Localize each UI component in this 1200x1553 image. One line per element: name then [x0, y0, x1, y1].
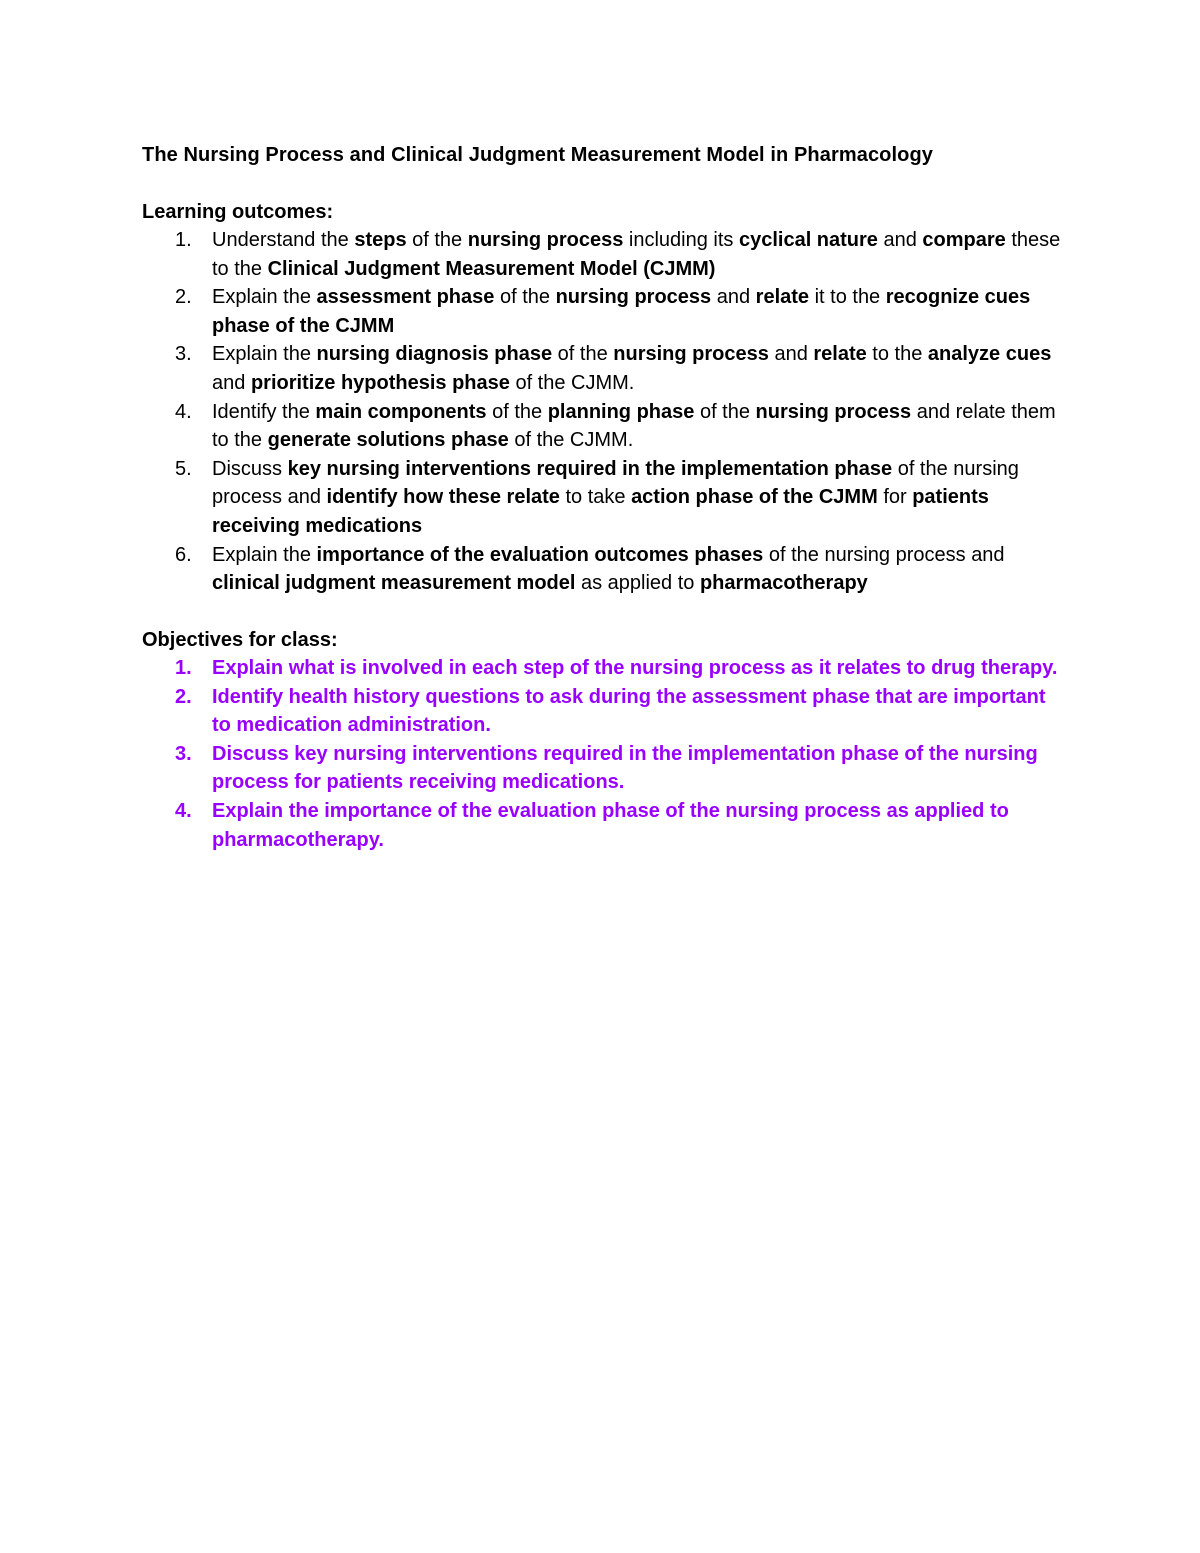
list-number: 3. [175, 343, 192, 366]
objective-text: Discuss key nursing interventions required in the implementation phase of the nursing process for patients receiving medications. [212, 742, 1038, 794]
body-text: of the nursing process and [212, 457, 1019, 509]
emphasis-text: main components [315, 400, 487, 423]
objectives-heading: Objectives for class: [142, 629, 338, 651]
list-number: 5. [175, 457, 192, 480]
learning-outcomes-heading: Learning outcomes: [142, 201, 334, 223]
body-text: of the [406, 229, 468, 251]
body-text: including its [623, 229, 739, 251]
body-text: of the [694, 400, 756, 423]
objective-text: Explain the importance of the evaluation phase of the nursing process as applied to pharmacotherapy. [212, 799, 1009, 851]
list-number: 1. [175, 657, 192, 679]
emphasis-text: assessment phase [316, 286, 495, 309]
document-title: The Nursing Process and Clinical Judgment Measurement Model in Pharmacology [142, 144, 934, 166]
body-text: Discuss [212, 457, 288, 480]
emphasis-text: planning phase [547, 400, 695, 423]
objective-text: Explain what is involved in each step of the nursing process as it relates to drug therapy. [212, 657, 1058, 679]
list-number: 3. [175, 742, 192, 765]
objective-item [175, 740, 1062, 797]
body-text: for [877, 486, 913, 509]
body-text: and [768, 343, 814, 366]
emphasis-text: nursing process [613, 343, 769, 366]
body-text: and [212, 371, 251, 394]
emphasis-text: key nursing interventions required in the implementation phase [287, 457, 893, 480]
body-text: Explain the [212, 543, 317, 566]
body-text: Explain the [212, 343, 317, 366]
objective-item [175, 797, 1062, 854]
body-text: Explain the [212, 286, 317, 309]
list-number: 2. [175, 286, 192, 309]
emphasis-text: identify how these relate [326, 486, 560, 509]
body-text: of the [486, 400, 548, 423]
list-number: 4. [175, 799, 192, 822]
body-text: and [711, 286, 756, 309]
body-text: of the nursing process and [763, 543, 1005, 566]
body-text: and relate them to the [212, 400, 1056, 452]
emphasis-text: nursing process [555, 286, 712, 309]
learning-outcomes-list [175, 226, 1062, 598]
learning-outcome-item [175, 283, 1062, 340]
objectives-list [175, 654, 1062, 854]
body-text: Understand the [212, 229, 355, 251]
emphasis-text: prioritize hypothesis phase [250, 371, 510, 394]
emphasis-text: Clinical Judgment Measurement Model (CJMM) [267, 257, 716, 280]
emphasis-text: patients receiving medications [212, 486, 989, 537]
body-text: of the [552, 343, 614, 366]
body-text: these to the [212, 229, 1061, 280]
emphasis-text: generate solutions phase [267, 429, 509, 452]
body-text: of the [494, 286, 556, 309]
objective-text: Identify health history questions to ask during the assessment phase that are important to medication administration. [212, 685, 1046, 737]
emphasis-text: nursing process [755, 400, 912, 423]
list-number: 4. [175, 400, 192, 423]
body-text: it to the [809, 286, 886, 309]
body-text: as applied to [575, 572, 700, 595]
list-number: 1. [175, 229, 192, 251]
body-text: to the [866, 343, 928, 366]
emphasis-text: action phase of the CJMM [631, 486, 878, 509]
learning-outcome-item [175, 340, 1062, 397]
body-text: of the CJMM. [508, 429, 634, 452]
list-number: 6. [175, 543, 192, 566]
emphasis-text: recognize cues phase of the CJMM [212, 286, 1031, 337]
emphasis-text: analyze cues [927, 343, 1052, 366]
objective-item [175, 654, 1062, 683]
body-text: to take [559, 486, 632, 509]
body-text: Identify the [212, 400, 316, 423]
emphasis-text: importance of the evaluation outcomes phases [316, 543, 764, 566]
emphasis-text: clinical judgment measurement model [212, 572, 576, 595]
learning-outcome-item [175, 541, 1062, 598]
learning-outcome-item [175, 455, 1062, 541]
list-number: 2. [175, 685, 192, 708]
learning-outcome-item [175, 226, 1062, 283]
emphasis-text: steps [354, 229, 407, 251]
emphasis-text: cyclical nature [738, 229, 878, 251]
emphasis-text: pharmacotherapy [699, 572, 868, 595]
emphasis-text: relate [755, 286, 810, 309]
body-text: of the CJMM. [509, 371, 635, 394]
body-text: and [877, 229, 923, 251]
emphasis-text: nursing diagnosis phase [316, 343, 553, 366]
objective-item [175, 683, 1062, 740]
learning-outcome-item [175, 398, 1062, 455]
emphasis-text: relate [813, 343, 867, 366]
emphasis-text: nursing process [467, 229, 624, 251]
emphasis-text: compare [922, 229, 1006, 251]
